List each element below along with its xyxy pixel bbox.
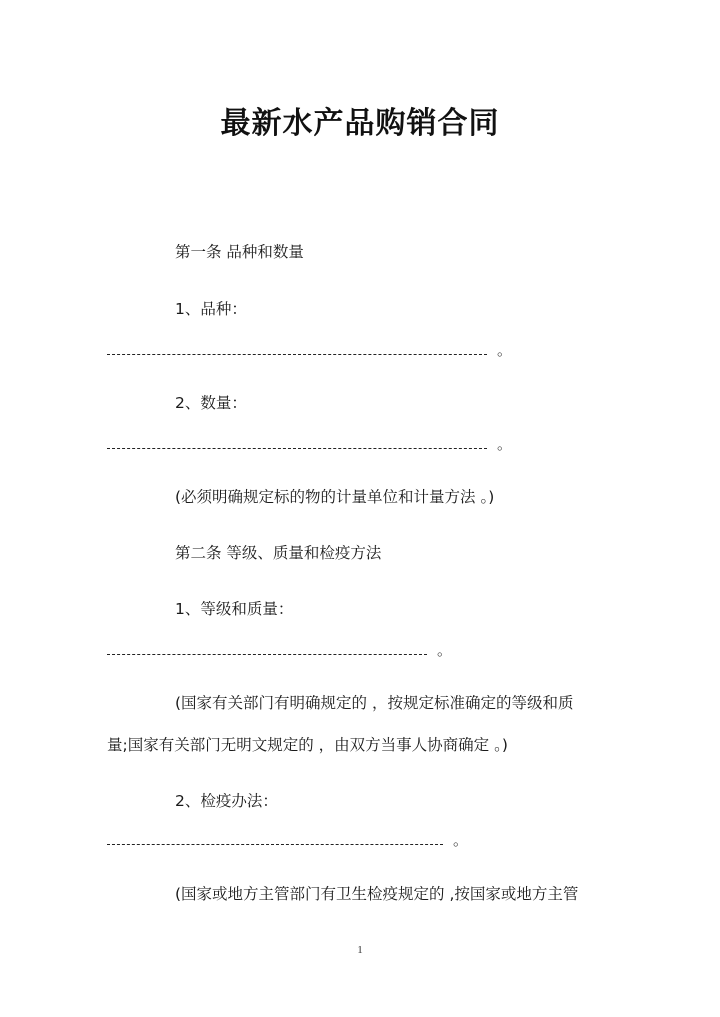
fill-in-underline [107, 448, 487, 449]
item-variety-label: 1、品种： [175, 300, 247, 318]
grade-quality-note-line-2: 量;国家有关部门无明文规定的 ，由双方当事人协商确定 。) [107, 736, 508, 754]
period: 。 [437, 641, 453, 659]
document-title: 最新水产品购销合同 [220, 106, 500, 141]
grade-quality-note-line-1: (国家有关部门有明确规定的 ，按规定标准确定的等级和质 [175, 694, 574, 712]
item-quantity-label: 2、数量： [175, 394, 247, 412]
fill-in-underline [107, 844, 443, 845]
section-2-heading: 第二条 等级、质量和检疫方法 [175, 544, 382, 562]
fill-in-underline [107, 354, 487, 355]
fill-in-underline [107, 654, 427, 655]
page-number: 1 [357, 944, 363, 956]
quarantine-blank-field[interactable] [107, 830, 468, 850]
grade-quality-blank-field[interactable] [107, 640, 452, 660]
quarantine-note-line-1: (国家或地方主管部门有卫生检疫规定的 ,按国家或地方主管 [175, 885, 579, 903]
variety-blank-field[interactable] [107, 340, 512, 360]
item-quarantine-label: 2、检疫办法： [175, 792, 278, 810]
quantity-blank-field[interactable] [107, 434, 512, 454]
item-grade-quality-label: 1、等级和质量： [175, 600, 294, 618]
period: 。 [453, 831, 469, 849]
section-1-heading: 第一条 品种和数量 [175, 243, 304, 261]
period: 。 [497, 341, 513, 359]
section-1-note: (必须明确规定标的物的计量单位和计量方法 。) [175, 488, 495, 506]
period: 。 [497, 435, 513, 453]
